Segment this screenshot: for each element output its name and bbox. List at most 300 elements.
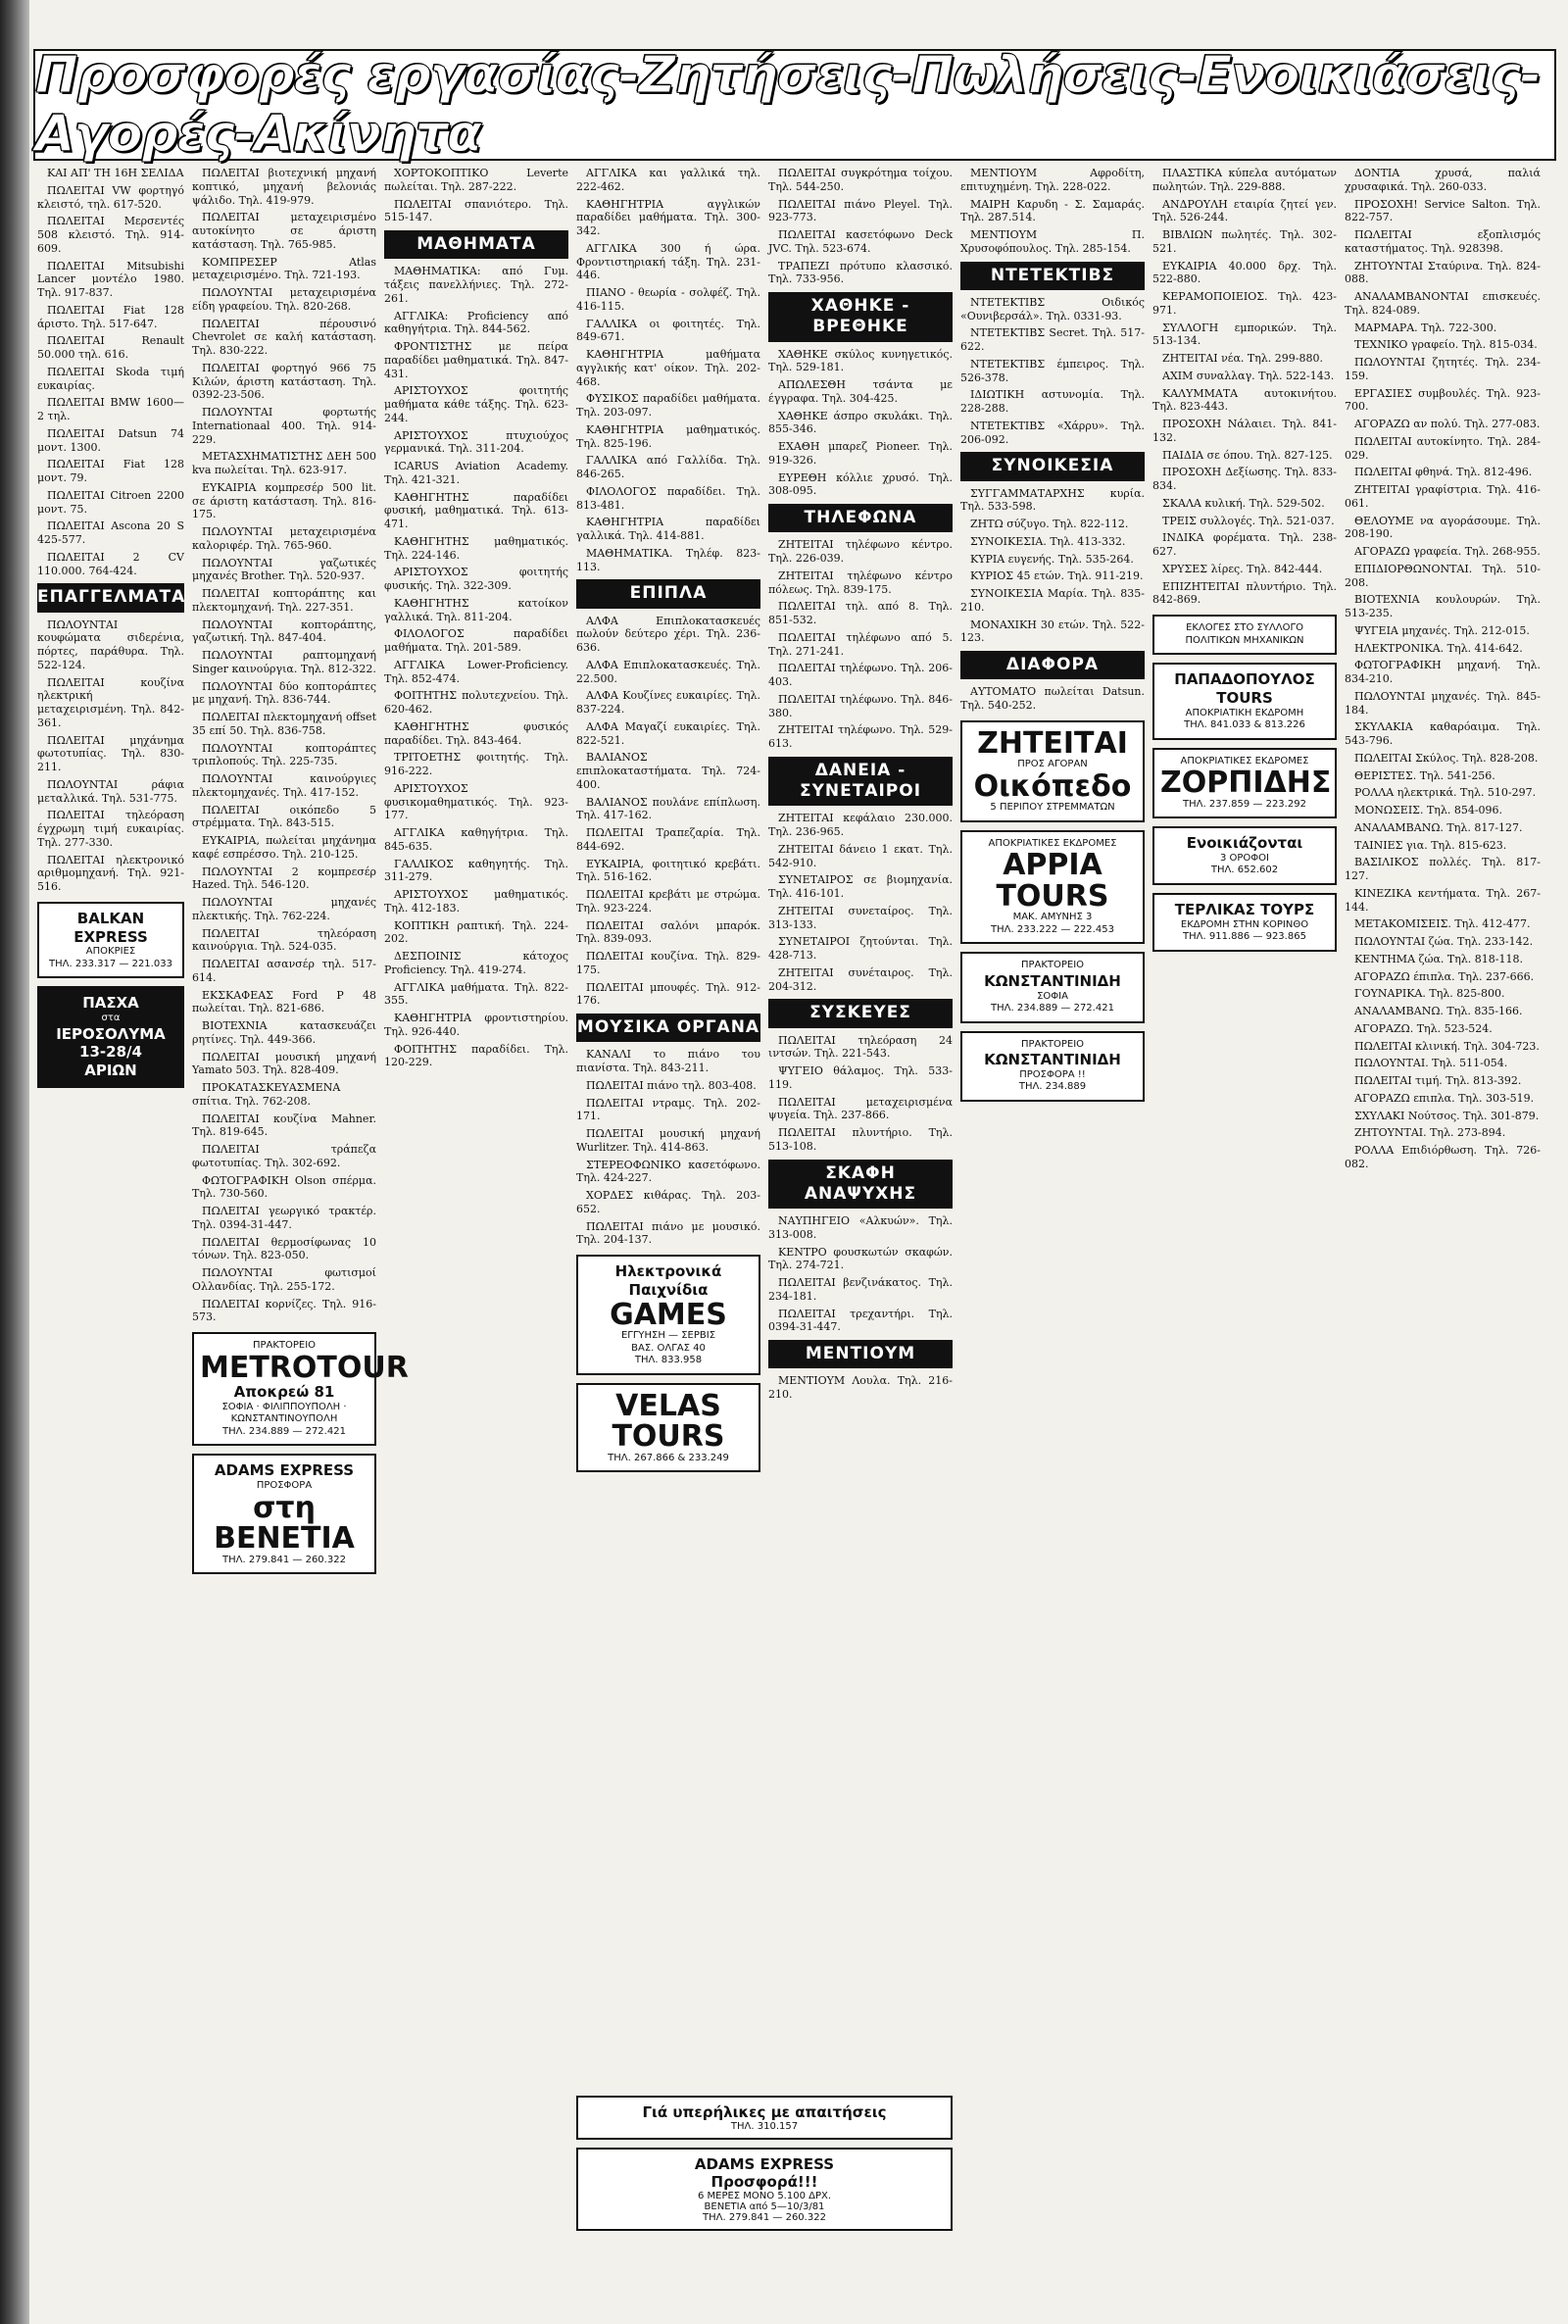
classified-ad: ΠΩΛΕΙΤΑΙ τηλεόραση έγχρωμη τιμή ευκαιρίας. Τηλ. 277-330. — [37, 809, 184, 849]
classified-ad: ΓΑΛΛΙΚΑ οι φοιτητές. Τηλ. 849-671. — [576, 317, 760, 344]
classified-ad: ΠΩΛΕΙΤΑΙ κουζίνα. Τηλ. 829-175. — [576, 950, 760, 976]
classified-ad: ΧΑΘΗΚΕ άσπρο σκυλάκι. Τηλ. 855-346. — [768, 409, 953, 436]
classified-ad: ΚΑΘΗΓΗΤΗΣ κατοίκον γαλλικά. Τηλ. 811-204. — [384, 596, 568, 623]
zorpidis-name: ΖΟΡΠΙΔΗΣ — [1160, 766, 1332, 800]
konst2-offer: ΠΡΟΣΦΟΡΑ !! — [1019, 1068, 1086, 1080]
classified-ad: ΠΩΛΟΥΝΤΑΙ φωτισμοί Ολλανδίας. Τηλ. 255-172. — [192, 1266, 376, 1293]
papadopoulos-sub: ΑΠΟΚΡΙΑΤΙΚΗ ΕΚΔΡΟΜΗ — [1185, 707, 1304, 718]
classified-ad: ΣΚΑΛΑ κυλική. Τηλ. 529-502. — [1162, 496, 1325, 510]
ad-adams-express-2 — [576, 2148, 953, 2231]
classified-ad: ΠΩΛΕΙΤΑΙ VW φορτηγό κλειστό, τηλ. 617-520. — [37, 183, 184, 211]
classified-ad: ΓΟΥΝΑΡΙΚΑ. Τηλ. 825-800. — [1354, 987, 1505, 1001]
ad-list-lost — [768, 348, 953, 499]
classified-ad: ΕΥΚΑΙΡΙΑ, φοιτητικό κρεβάτι. Τηλ. 516-162. — [576, 857, 760, 884]
adams1-name: ADAMS EXPRESS — [214, 1461, 355, 1480]
classified-ad: ΠΩΛΕΙΤΑΙ Renault 50.000 τηλ. 616. — [37, 334, 184, 361]
classified-ad: ΝΤΕΤΕΚΤΙΒΣ «Χάρρυ». Τηλ. 206-092. — [960, 419, 1145, 446]
ad-list-phones — [768, 538, 953, 751]
classified-ad: ΠΩΛΕΙΤΑΙ πλεκτομηχανή offset 35 επί 50. Τηλ. 836-758. — [192, 711, 376, 737]
classified-ad: ΠΩΛΕΙΤΑΙ ντραμς. Τηλ. 202-171. — [576, 1096, 760, 1123]
classified-ad: ΣΚΥΛΑΚΙΑ καθαρόαιμα. Τηλ. 543-796. — [1345, 720, 1541, 747]
classified-ad: ΕΠΙΔΙΟΡΘΩΝΟΝΤΑΙ. Τηλ. 510-208. — [1345, 562, 1541, 589]
classified-ad: ΚΑΘΗΓΗΤΡΙΑ μαθήματα αγγλικής κατ' οίκον. Τηλ. 202-468. — [576, 348, 760, 388]
classified-ad: ΠΩΛΕΙΤΑΙ βενζινάκατος. Τηλ. 234-181. — [768, 1276, 953, 1303]
ekloges-title: ΕΚΛΟΓΕΣ ΣΤΟ ΣΥΛΛΟΓΟ ΠΟΛΙΤΙΚΩΝ ΜΗΧΑΝΙΚΩΝ — [1185, 622, 1304, 646]
classified-ad: ΚΕΝΤΗΜΑ ζώα. Τηλ. 818-118. — [1354, 952, 1523, 965]
classified-ad: ΠΩΛΕΙΤΑΙ πέρουσινό Chevrolet σε καλή κατάσταση. Τηλ. 830-222. — [192, 317, 376, 357]
classified-ad: ΠΩΛΟΥΝΤΑΙ μηχανές πλεκτικής. Τηλ. 762-224. — [192, 896, 376, 922]
classified-ad: ΗΛΕΚΤΡΟΝΙΚΑ. Τηλ. 414-642. — [1354, 641, 1523, 655]
games-l3: GAMES — [610, 1297, 727, 1332]
classified-ad: ΨΥΓΕΙΟ θάλαμος. Τηλ. 533-119. — [768, 1064, 953, 1091]
appia-label: ΑΠΟΚΡΙΑΤΙΚΕΣ ΕΚΔΡΟΜΕΣ — [988, 837, 1117, 849]
classified-ad: ΠΩΛΟΥΝΤΑΙ καινούργιες πλεκτομηχανές. Τηλ. 417-152. — [192, 772, 376, 799]
ad-list-machines — [192, 167, 376, 1324]
classified-ad: ΑΡΙΣΤΟΥΧΟΣ φοιτητής φυσικής. Τηλ. 322-309. — [384, 566, 568, 592]
classified-ad: ΖΗΤΟΥΝΤΑΙ. Τηλ. 273-894. — [1354, 1126, 1506, 1140]
classified-ad: ΠΡΟΣΟΧΗ Δεξίωσης. Τηλ. 833-834. — [1152, 466, 1337, 492]
balkan-tel: ΤΗΛ. 233.317 — 221.033 — [49, 958, 172, 969]
classified-ad: ΣΥΛΛΟΓΗ εμπορικών. Τηλ. 513-134. — [1152, 321, 1337, 348]
classified-ad: ΠΩΛΕΙΤΑΙ Σκύλος. Τηλ. 828-208. — [1354, 751, 1539, 765]
section-syskeves: ΣΥΣΚΕΥΕΣ — [768, 999, 953, 1027]
classified-ad: ΠΩΛΟΥΝΤΑΙ μηχανές. Τηλ. 845-184. — [1345, 689, 1541, 717]
classified-ad: ΑΛΦΑ Μαγαζί ευκαιρίες. Τηλ. 822-521. — [576, 719, 760, 747]
classified-ad: ΑΓΓΛΙΚΑ και γαλλικά τηλ. 222-462. — [576, 167, 760, 193]
pasxa-dates: 13-28/4 — [79, 1043, 142, 1062]
section-diafora: ΔΙΑΦΟΡΑ — [960, 651, 1145, 679]
column-4 — [768, 167, 953, 2313]
binding-gutter — [0, 0, 29, 2324]
classified-ad: ΠΩΛΕΙΤΑΙ Μερσεντές 508 κλειστό. Τηλ. 914-609. — [37, 215, 184, 255]
classified-ad: ΠΩΛΕΙΤΑΙ αυτοκίνητο. Τηλ. 284-029. — [1345, 434, 1541, 462]
classified-ad: ΑΛΦΑ Επιπλοκατασκευές. Τηλ. 22.500. — [576, 658, 760, 685]
classified-ad: ΑΓΓΛΙΚΑ Lower-Proficiency. Τηλ. 852-474. — [384, 658, 568, 685]
classified-ad: ΠΩΛΕΙΤΑΙ Fiat 128 μοντ. 79. — [37, 458, 184, 484]
classified-ad: ΜΕΤΑΣΧΗΜΑΤΙΣΤΗΣ ΔΕΗ 500 kva πωλείται. Τηλ. 623-917. — [192, 450, 376, 476]
appia-tel: ΤΗΛ. 233.222 — 222.453 — [991, 923, 1114, 935]
classified-ad: ΠΛΑΣΤΙΚΑ κύπελα αυτόματων πωλητών. Τηλ. 229-888. — [1152, 167, 1337, 193]
classified-ad: ΦΩΤΟΓΡΑΦΙΚΗ μηχανή. Τηλ. 834-210. — [1345, 659, 1541, 685]
appia-name: APPIA TOURS — [996, 848, 1109, 914]
classified-ad: ΣΤΕΡΕΟΦΩΝΙΚΟ κασετόφωνο. Τηλ. 424-227. — [576, 1158, 760, 1185]
classified-ad: ΑΡΙΣΤΟΥΧΟΣ φοιτητής μαθήματα κάθε τάξης. Τηλ. 623-244. — [384, 384, 568, 424]
classified-ad: ΠΩΛΕΙΤΑΙ σπανιότερο. Τηλ. 515-147. — [384, 197, 568, 224]
classified-ad: ΠΩΛΕΙΤΑΙ κρεβάτι με στρώμα. Τηλ. 923-224. — [576, 888, 760, 915]
ad-list-medium — [768, 1374, 953, 1402]
classified-ad: ΠΩΛΕΙΤΑΙ πιάνο τηλ. 803-408. — [586, 1078, 757, 1092]
classified-ad: ΚΑΘΗΓΗΤΗΣ φυσικός παραδίδει. Τηλ. 843-464. — [384, 719, 568, 747]
classified-ad: ΕΧΑΘΗ μπαρεζ Pioneer. Τηλ. 919-326. — [768, 440, 953, 467]
metrotour-label: ΠΡΑΚΤΟΡΕΙΟ — [252, 1340, 317, 1351]
ad-metrotour — [192, 1332, 409, 1446]
classified-ad: ΕΚΣΚΑΦΕΑΣ Ford P 48 πωλείται. Τηλ. 821-686. — [192, 988, 376, 1015]
classified-ad: ΕΡΓΑΣΙΕΣ συμβουλές. Τηλ. 923-700. — [1345, 386, 1541, 414]
classified-ad: ΒΑΣΙΛΙΚΟΣ πολλές. Τηλ. 817-127. — [1345, 856, 1541, 882]
classified-ad: ΝΤΕΤΕΚΤΙΒΣ Secret. Τηλ. 517-622. — [960, 326, 1145, 353]
ad-list-c6 — [1152, 167, 1337, 607]
ad-list-music — [576, 1048, 760, 1247]
classified-ad: ΠΩΛΕΙΤΑΙ BMW 1600—2 τηλ. — [37, 396, 184, 422]
classified-ad: ΠΑΙΔΙΑ σε όπου. Τηλ. 827-125. — [1162, 448, 1333, 462]
classified-ad: ΠΩΛΕΙΤΑΙ γεωργικό τρακτέρ. Τηλ. 0394-31-447. — [192, 1205, 376, 1231]
terlikas-sub: ΕΚΔΡΟΜΗ ΣΤΗΝ ΚΟΡΙΝΘΟ — [1180, 918, 1309, 930]
classified-ad: ΚΙΝΕΖΙΚΑ κεντήματα. Τηλ. 267-144. — [1345, 886, 1541, 914]
classified-ad: ΜΕΝΤΙΟΥΜ Αφροδίτη, επιτυχημένη. Τηλ. 228-022. — [960, 167, 1145, 193]
adams2-tel: ΤΗΛ. 279.841 — 260.322 — [703, 2212, 826, 2223]
classified-ad: ΤΡΕΙΣ συλλογές. Τηλ. 521-037. — [1162, 514, 1335, 527]
oikopedo-l1: ΖΗΤΕΙΤΑΙ — [977, 725, 1128, 761]
terlikas-tel: ΤΗΛ. 911.886 — 923.865 — [1183, 931, 1306, 942]
classified-ad: ΠΩΛΕΙΤΑΙ κοπτοράπτης και πλεκτομηχανή. Τηλ. 227-351. — [192, 587, 376, 614]
ad-konstantinidi — [960, 952, 1145, 1022]
classified-ad: ΠΩΛΕΙΤΑΙ μηχάνημα φωτοτυπίας. Τηλ. 830-211. — [37, 733, 184, 773]
column-5 — [960, 167, 1145, 2313]
classified-ad: ΠΙΑΝΟ - θεωρία - σολφέζ. Τηλ. 416-115. — [576, 286, 760, 313]
classified-ad: ΖΗΤΟΥΝΤΑΙ Σταύρινα. Τηλ. 824-088. — [1345, 259, 1541, 286]
classified-ad: ΦΙΛΟΛΟΓΟΣ παραδίδει μαθήματα. Τηλ. 201-589. — [384, 627, 568, 654]
games-l2: Παιχνίδια — [628, 1280, 709, 1299]
classified-ad: ΜΕΝΤΙΟΥΜ Π. Χρυσοφόπουλος. Τηλ. 285-154. — [960, 228, 1145, 255]
classified-ad: ΠΩΛΕΙΤΑΙ Τραπεζαρία. Τηλ. 844-692. — [576, 826, 760, 853]
classified-ad: ΠΩΛΟΥΝΤΑΙ γαζωτικές μηχανές Brother. Τηλ. 520-937. — [192, 556, 376, 583]
adams2-dest: ΒΕΝΕΤΙΑ από 5—10/3/81 — [704, 2201, 825, 2212]
ad-list-c4 — [768, 167, 953, 286]
ad-enoikiazontai — [1152, 826, 1337, 885]
classified-ad: ΧΟΡΔΕΣ κιθάρας. Τηλ. 203-652. — [576, 1189, 760, 1215]
ad-list-misc — [37, 618, 184, 894]
classified-ad: ΖΗΤΕΙΤΑΙ τηλέφωνο κέντρο. Τηλ. 226-039. — [768, 538, 953, 565]
pasxa-l1: ΠΑΣΧΑ — [82, 994, 139, 1013]
column-3 — [576, 167, 760, 2313]
classified-ad: ΜΟΝΑΧΙΚΗ 30 ετών. Τηλ. 522-123. — [960, 618, 1145, 645]
adams2-name: ADAMS EXPRESS — [694, 2155, 835, 2173]
classified-ad: ΠΩΛΕΙΤΑΙ κουζίνα ηλεκτρική μεταχειρισμένη. Τηλ. 842-361. — [37, 675, 184, 729]
section-epipla: ΕΠΙΠΛΑ — [576, 579, 760, 608]
classified-ad: ΣΥΝΟΙΚΕΣΙΑ Μαρία. Τηλ. 835-210. — [960, 587, 1145, 614]
classified-ad: ΠΩΛΟΥΝΤΑΙ ζώα. Τηλ. 233-142. — [1354, 935, 1534, 948]
ad-list-marriage — [960, 487, 1145, 646]
classified-ad: ΤΡΙΤΟΕΤΗΣ φοιτητής. Τηλ. 916-222. — [384, 751, 568, 777]
ad-list-appliances — [768, 1034, 953, 1154]
ad-list-c5 — [960, 167, 1145, 256]
classified-ad: ΑΝΑΛΑΜΒΑΝΩ. Τηλ. 817-127. — [1354, 820, 1523, 834]
ad-ekloges — [1152, 615, 1337, 655]
classified-ad: ΑΝΔΡΟΥΛΗ εταιρία ζητεί γεν. Τηλ. 526-244. — [1152, 197, 1337, 224]
ad-list-boats — [768, 1214, 953, 1334]
classified-ad: ΠΩΛΕΙΤΑΙ Mitsubishi Lancer μοντέλο 1980. Τηλ. 917-837. — [37, 259, 184, 299]
konst-name: ΚΩΝΣΤΑΝΤΙΝΙΔΗ — [984, 971, 1121, 990]
classified-ad: ΤΑΙΝΙΕΣ για. Τηλ. 815-623. — [1354, 838, 1507, 852]
banner-title: Προσφορές εργασίας-Ζητήσεις-Πωλήσεις-Ενοικιάσεις-Αγορές-Ακίνητα — [35, 46, 1541, 164]
classified-ad: ΠΡΟΣΟΧΗ Νάλαιει. Τηλ. 841-132. — [1152, 418, 1337, 444]
section-synoikesia: ΣΥΝΟΙΚΕΣΙΑ — [960, 452, 1145, 480]
classified-ad: ΑΓΟΡΑΖΩ γραφεία. Τηλ. 268-955. — [1354, 545, 1541, 558]
classified-ad: ΠΩΛΟΥΝΤΑΙ μεταχειρισμένα καλοριφέρ. Τηλ. 765-960. — [192, 525, 376, 552]
classified-ad: ΒΙΒΛΙΩΝ πωλητές. Τηλ. 302-521. — [1152, 228, 1337, 255]
classified-ad: ΚΕΝΤΡΟ φουσκωτών σκαφών. Τηλ. 274-721. — [768, 1245, 953, 1272]
section-mention: ΜΕΝΤΙΟΥΜ — [768, 1340, 953, 1368]
column-0 — [37, 167, 184, 2313]
classified-ad: ΠΩΛΕΙΤΑΙ πλυντήριο. Τηλ. 513-108. — [768, 1126, 953, 1153]
classified-ad: ΦΙΛΟΛΟΓΟΣ παραδίδει. Τηλ. 813-481. — [576, 484, 760, 512]
classified-ad: ΠΩΛΟΥΝΤΑΙ μεταχειρισμένα είδη γραφείου. Τηλ. 820-268. — [192, 286, 376, 313]
ad-zorpidis — [1152, 748, 1337, 819]
classified-ad: ΦΡΟΝΤΙΣΤΗΣ με πείρα παραδίδει μαθηματικά. Τηλ. 847-431. — [384, 340, 568, 380]
classified-ad: ΠΩΛΕΙΤΑΙ κορνίζες. Τηλ. 916-573. — [192, 1297, 376, 1324]
metrotour-name: METROTOUR — [200, 1350, 409, 1385]
yperilikes-tel: ΤΗΛ. 310.157 — [730, 2121, 799, 2132]
classified-ad: ΠΩΛΕΙΤΑΙ μουσική μηχανή Wurlitzer. Τηλ. 414-863. — [576, 1127, 760, 1154]
oikopedo-l2: ΠΡΟΣ ΑΓΟΡΑΝ — [1017, 759, 1088, 770]
games-addr: ΒΑΣ. ΟΛΓΑΣ 40 — [631, 1342, 706, 1354]
pasxa-org: ΑΡΙΩΝ — [84, 1062, 137, 1079]
classified-ad: ΕΠΙΖΗΤΕΙΤΑΙ πλυντήριο. Τηλ. 842-869. — [1152, 579, 1337, 607]
zorpidis-label: ΑΠΟΚΡΙΑΤΙΚΕΣ ΕΚΔΡΟΜΕΣ — [1180, 755, 1309, 766]
classified-ad: ΠΩΛΟΥΝΤΑΙ δύο κοπτοράπτες με μηχανή. Τηλ. 836-744. — [192, 679, 376, 707]
ad-list-c7 — [1345, 167, 1541, 1171]
classified-ad: ΚΟΜΠΡΕΣΕΡ Atlas μεταχειρισμένο. Τηλ. 721-193. — [192, 255, 376, 282]
section-mathimata: ΜΑΘΗΜΑΤΑ — [384, 230, 568, 259]
classified-ad: ΚΟΠΤΙΚΗ ραπτική. Τηλ. 224-202. — [384, 918, 568, 946]
section-xathike: ΧΑΘΗΚΕ - ΒΡΕΘΗΚΕ — [768, 292, 953, 342]
classified-ad: ΣΥΝΕΤΑΙΡΟΣ σε βιομηχανία. Τηλ. 416-101. — [768, 873, 953, 900]
section-epaggelmata: ΕΠΑΓΓΕΛΜΑΤΑ — [37, 583, 184, 612]
classified-ad: ΓΑΛΛΙΚΟΣ καθηγητής. Τηλ. 311-279. — [384, 857, 568, 884]
classified-ad: ΠΩΛΟΥΝΤΑΙ ραπτομηχανή Singer καινούργια. Τηλ. 812-322. — [192, 649, 376, 675]
column-1 — [192, 167, 409, 2313]
terlikas-name: ΤΕΡΛΙΚΑΣ ΤΟΥΡΣ — [1174, 900, 1315, 918]
classified-ad: ΑΓΓΛΙΚΑ καθηγήτρια. Τηλ. 845-635. — [384, 826, 568, 853]
classified-ad: ΕΥΡΕΘΗ κόλλιε χρυσό. Τηλ. 308-095. — [768, 470, 953, 498]
konst2-tel: ΤΗΛ. 234.889 — [1018, 1081, 1087, 1093]
classified-ad: ΧΟΡΤΟΚΟΠΤΙΚΟ Leverte πωλείται. Τηλ. 287-222. — [384, 167, 568, 193]
games-l1: Ηλεκτρονικά — [614, 1262, 722, 1280]
classified-ad: ΜΕΤΑΚΟΜΙΣΕΙΣ. Τηλ. 412-477. — [1354, 917, 1531, 931]
section-daneia: ΔΑΝΕΙΑ - ΣΥΝΕΤΑΙΡΟΙ — [768, 757, 953, 807]
adams1-tel: ΤΗΛ. 279.841 — 260.322 — [222, 1554, 346, 1565]
classified-ad: ΠΩΛΕΙΤΑΙ Ascona 20 S 425-577. — [37, 519, 184, 546]
bottom-ads — [576, 2088, 953, 2239]
classified-ad: ΚΑΘΗΓΗΤΡΙΑ φροντιστηρίου. Τηλ. 926-440. — [384, 1012, 568, 1038]
konst-label: ΠΡΑΚΤΟΡΕΙΟ — [1020, 960, 1085, 971]
classified-ad: ΖΗΤΕΙΤΑΙ τηλέφωνο κέντρο πόλεως. Τηλ. 839-175. — [768, 569, 953, 596]
papadopoulos-name: ΠΑΠΑΔΟΠΟΥΛΟΣ TOURS — [1174, 670, 1315, 707]
classified-ad: ΣΥΝΕΤΑΙΡΟΙ ζητούνται. Τηλ. 428-713. — [768, 935, 953, 962]
section-mousika: ΜΟΥΣΙΚΑ ΟΡΓΑΝΑ — [576, 1014, 760, 1042]
classified-ad: ΓΑΛΛΙΚΑ από Γαλλίδα. Τηλ. 846-265. — [576, 454, 760, 480]
classified-ad: ΣΥΝΟΙΚΕΣΙΑ. Τηλ. 413-332. — [970, 534, 1126, 548]
classified-ad: ΑΡΙΣΤΟΥΧΟΣ φυσικομαθηματικός. Τηλ. 923-177. — [384, 781, 568, 822]
classified-ad: ΚΑΛΥΜΜΑΤΑ αυτοκινήτου. Τηλ. 823-443. — [1152, 386, 1337, 414]
classified-ad: ΠΩΛΕΙΤΑΙ τηλεόραση καινούργια. Τηλ. 524-035. — [192, 926, 376, 954]
classified-ad: ΑΓΟΡΑΖΩ αν πολύ. Τηλ. 277-083. — [1354, 418, 1541, 430]
classified-ad: ΡΟΛΛΑ Επιδιόρθωση. Τηλ. 726-082. — [1345, 1144, 1541, 1170]
appia-addr: ΜΑΚ. ΑΜΥΝΗΣ 3 — [1012, 912, 1093, 923]
oikopedo-l3: Οικόπεδο — [973, 768, 1132, 804]
velas-name: VELAS TOURS — [612, 1388, 725, 1454]
classified-ad: ΜΑΡΜΑΡΑ. Τηλ. 722-300. — [1354, 321, 1497, 334]
classified-ad: ΖΗΤΕΙΤΑΙ κεφάλαιο 230.000. Τηλ. 236-965. — [768, 812, 953, 838]
classified-ad: ΑΥΤΟΜΑΤΟ πωλείται Datsun. Τηλ. 540-252. — [960, 685, 1145, 712]
classified-ad: ΠΩΛΕΙΤΑΙ φορτηγό 966 75 Κιλών, άριστη κατάσταση. Τηλ. 0392-23-506. — [192, 361, 376, 402]
games-sub: ΕΓΓΥΗΣΗ — ΣΕΡΒΙΣ — [620, 1330, 716, 1341]
classified-ad: ΖΗΤΕΙΤΑΙ γραφίστρια. Τηλ. 416-061. — [1345, 483, 1541, 510]
oikopedo-l4: 5 ΠΕΡΙΠΟΥ ΣΤΡΕΜΜΑΤΩΝ — [990, 802, 1115, 814]
classified-ad: ΠΩΛΕΙΤΑΙ θερμοσίφωνας 10 τόνων. Τηλ. 823-050. — [192, 1235, 376, 1262]
classified-ad: ΠΩΛΟΥΝΤΑΙ. Τηλ. 511-054. — [1354, 1057, 1508, 1070]
classified-ad: ΜΑΘΗΜΑΤΙΚΑ. Τηλέφ. 823-113. — [576, 546, 760, 573]
ad-yperilikes — [576, 2096, 953, 2140]
classified-ad: ΝΑΥΠΗΓΕΙΟ «Αλκυών». Τηλ. 313-008. — [768, 1214, 953, 1241]
classified-ad: ΙΝΔΙΚΑ φορέματα. Τηλ. 238-627. — [1152, 531, 1337, 558]
adams1-sub: ΠΡΟΣΦΟΡΑ — [256, 1480, 313, 1491]
ad-balkan-express — [37, 902, 184, 979]
konst-sub: ΣΟΦΙΑ — [1037, 990, 1068, 1002]
classified-ad: ΚΑΙ ΑΠ' ΤΗ 16Η ΣΕΛΙΔΑ — [47, 167, 184, 179]
classified-ad: ICARUS Aviation Academy. Τηλ. 421-321. — [384, 460, 568, 486]
adams1-dest: στη ΒΕΝΕΤΙΑ — [214, 1490, 355, 1556]
adams2-offer: Προσφορά!!! — [710, 2173, 818, 2191]
classified-ad: ΚΑΘΗΓΗΤΗΣ παραδίδει φυσική, μαθηματικά. Τηλ. 613-471. — [384, 490, 568, 530]
classified-ad: ΠΩΛΟΥΝΤΑΙ φορτωτής Internationaal 400. Τηλ. 914-229. — [192, 406, 376, 446]
classified-ad: ΠΩΛΕΙΤΑΙ τηλεόραση 24 ιντσών. Τηλ. 221-543. — [768, 1033, 953, 1061]
classified-ad: ΡΟΛΛΑ ηλεκτρικά. Τηλ. 510-297. — [1354, 786, 1537, 800]
classified-ad: ΑΓΟΡΑΖΩ έπιπλα. Τηλ. 237-666. — [1354, 969, 1535, 983]
classified-ad: ΠΩΛΕΙΤΑΙ τράπεζα φωτοτυπίας. Τηλ. 302-692. — [192, 1143, 376, 1169]
ad-list-lessons — [384, 265, 568, 1069]
ad-zitiitai-oikopedo — [960, 720, 1145, 822]
classified-ad: ΚΑΘΗΓΗΤΗΣ μαθηματικός. Τηλ. 224-146. — [384, 534, 568, 562]
classified-ad: ΑΝΑΛΑΜΒΑΝΟΝΤΑΙ επισκευές. Τηλ. 824-089. — [1345, 290, 1541, 317]
classified-ad: ΒΙΟΤΕΧΝΙΑ κουλουρών. Τηλ. 513-235. — [1345, 593, 1541, 619]
classified-ad: ΤΡΑΠΕΖΙ πρότυπο κλασσικό. Τηλ. 733-956. — [768, 259, 953, 286]
classified-ad: ΠΩΛΕΙΤΑΙ εξοπλισμός καταστήματος. Τηλ. 928398. — [1345, 228, 1541, 255]
zorpidis-tel: ΤΗΛ. 237.859 — 223.292 — [1183, 798, 1306, 810]
classified-ad: ΠΩΛΕΙΤΑΙ κλινική. Τηλ. 304-723. — [1354, 1039, 1540, 1053]
classified-ad: ΧΑΘΗΚΕ σκύλος κυνηγετικός. Τηλ. 529-181. — [768, 347, 953, 374]
classified-ad: ΘΕΡΙΣΤΕΣ. Τηλ. 541-256. — [1354, 768, 1495, 782]
classified-ad: ΠΩΛΕΙΤΑΙ Citroen 2200 μοντ. 75. — [37, 488, 184, 516]
classified-ad: ΚΑΘΗΓΗΤΡΙΑ αγγλικών παραδίδει μαθήματα. Τηλ. 300-342. — [576, 197, 760, 237]
classified-ad: ΠΩΛΟΥΝΤΑΙ 2 κομπρεσέρ Hazed. Τηλ. 546-120. — [192, 865, 376, 892]
classified-ad: ΠΩΛΕΙΤΑΙ Fiat 128 άριστο. Τηλ. 517-647. — [37, 303, 184, 330]
classified-ad: ΧΡΥΣΕΣ λίρες. Τηλ. 842-444. — [1162, 562, 1323, 575]
classified-ad: ΦΟΙΤΗΤΗΣ παραδίδει. Τηλ. 120-229. — [384, 1042, 568, 1069]
section-skafi: ΣΚΑΦΗ ΑΝΑΨΥΧΗΣ — [768, 1160, 953, 1210]
classified-ad: ΦΟΙΤΗΤΗΣ πολυτεχνείου. Τηλ. 620-462. — [384, 689, 568, 716]
pasxa-l2: στα — [101, 1013, 121, 1023]
metrotour-tel: ΤΗΛ. 234.889 — 272.421 — [222, 1425, 346, 1437]
classified-ad: ΠΩΛΕΙΤΑΙ συγκρότημα τοίχου. Τηλ. 544-250. — [768, 167, 953, 193]
classified-ad: ΠΩΛΕΙΤΑΙ ασανσέρ τηλ. 517-614. — [192, 958, 376, 984]
konst-tel: ΤΗΛ. 234.889 — 272.421 — [991, 1003, 1114, 1014]
enoik-l2: 3 ΟΡΟΦΟΙ — [1219, 852, 1269, 864]
classified-ad: ΚΥΡΙΑ ευγενής. Τηλ. 535-264. — [970, 552, 1134, 566]
classified-ad: ΠΩΛΕΙΤΑΙ κουζίνα Mahner. Τηλ. 819-645. — [192, 1112, 376, 1139]
classified-ad: ΣΧΥΛΑΚΙ Νούτσος. Τηλ. 301-879. — [1354, 1109, 1540, 1122]
classified-ad: ΙΔΙΩΤΙΚΗ αστυνομία. Τηλ. 228-288. — [960, 388, 1145, 415]
classified-ad: ΠΡΟΣΟΧΗ! Service Salton. Τηλ. 822-757. — [1345, 197, 1541, 224]
classified-ad: ΣΥΓΓΑΜΜΑΤΑΡΧΗΣ κυρία. Τηλ. 533-598. — [960, 486, 1145, 514]
classified-ad: ΑΓΓΛΙΚΑ μαθήματα. Τηλ. 822-355. — [384, 980, 568, 1008]
classified-ad: ΠΩΛΕΙΤΑΙ τηλέφωνο. Τηλ. 206-403. — [768, 662, 953, 688]
classified-ad: ΠΩΛΕΙΤΑΙ οικόπεδο 5 στρέμματα. Τηλ. 843-515. — [192, 803, 376, 830]
classified-ad: ΜΕΝΤΙΟΥΜ Λουλα. Τηλ. 216-210. — [768, 1374, 953, 1401]
ad-games — [576, 1255, 760, 1375]
classified-ad: ΑΓΓΛΙΚΑ 300 ή ώρα. Φροντιστηριακή τάξη. Τηλ. 231-446. — [576, 241, 760, 282]
classified-ad: ΠΡΟΚΑΤΑΣΚΕΥΑΣΜΕΝΑ σπίτια. Τηλ. 762-208. — [192, 1081, 341, 1108]
konst2-name: ΚΩΝΣΤΑΝΤΙΝΙΔΗ — [984, 1051, 1121, 1068]
balkan-name: BALKAN EXPRESS — [74, 909, 148, 946]
ad-list-loans — [768, 812, 953, 993]
classified-ad: ΠΩΛΕΙΤΑΙ μουσική μηχανή Yamato 503. Τηλ. 828-409. — [192, 1050, 376, 1077]
ad-velas-tours — [576, 1383, 760, 1473]
classified-ad: ΜΑΘΗΜΑΤΙΚΑ: από Γυμ. τάξεις πανελλήνιες. Τηλ. 272-261. — [384, 265, 568, 305]
classified-ad: ΒΑΛΙΑΝΟΣ πουλάνε επίπλωση. Τηλ. 417-162. — [576, 795, 760, 822]
classified-ad: ΔΕΣΠΟΙΝΙΣ κάτοχος Proficiency. Τηλ. 419-274. — [384, 950, 568, 976]
classified-ad: ΠΩΛΕΙΤΑΙ πιάνο με μουσικό. Τηλ. 204-137. — [576, 1219, 760, 1247]
classified-ad: ΠΩΛΕΙΤΑΙ φθηνά. Τηλ. 812-496. — [1354, 466, 1533, 479]
ad-list-detectives — [960, 296, 1145, 447]
ad-adams-express-1 — [192, 1454, 376, 1574]
ad-list-furniture — [576, 615, 760, 1009]
classified-ad: ΠΩΛΕΙΤΑΙ τρεχαντήρι. Τηλ. 0394-31-447. — [768, 1307, 953, 1334]
papadopoulos-tel: ΤΗΛ. 841.033 & 813.226 — [1184, 719, 1305, 730]
metrotour-line: ΣΟΦΙΑ · ΦΙΛΙΠΠΟΥΠΟΛΗ · ΚΩΝΣΤΑΝΤΙΝΟΥΠΟΛΗ — [221, 1401, 347, 1425]
classified-ad: ΑΝΑΛΑΜΒΑΝΩ. Τηλ. 835-166. — [1354, 1005, 1523, 1017]
classified-ad: ΖΗΤΕΙΤΑΙ νέα. Τηλ. 299-880. — [1162, 352, 1323, 365]
yperilikes-text: Γιά υπερήλικες με απαιτήσεις — [642, 2103, 887, 2121]
adams2-days: 6 ΜΕΡΕΣ ΜΟΝΟ 5.100 ΔΡΧ. — [697, 2191, 832, 2201]
enoik-l1: Ενοικιάζονται — [1186, 834, 1303, 852]
classified-ad: ΑΛΦΑ Επιπλοκατασκευές πωλούν δεύτερο χέρι. Τηλ. 236-636. — [576, 614, 760, 654]
metrotour-addr: Αποκρεώ 81 — [233, 1383, 335, 1401]
classified-ad: ΠΩΛΟΥΝΤΑΙ κοπτοράπτες τριπλοπούς. Τηλ. 225-735. — [192, 741, 376, 768]
classified-ad: ΠΩΛΕΙΤΑΙ μεταχειρισμένα ψυγεία. Τηλ. 237-866. — [768, 1095, 953, 1122]
ad-appia-tours — [960, 830, 1145, 945]
classified-ad: ΠΩΛΕΙΤΑΙ τηλέφωνο. Τηλ. 846-380. — [768, 692, 953, 719]
column-6 — [1152, 167, 1337, 2313]
classified-ad: ΦΩΤΟΓΡΑΦΙΚΗ Olson σπέρμα. Τηλ. 730-560. — [192, 1173, 376, 1201]
classified-ad: ΖΗΤΩ σύζυγο. Τηλ. 822-112. — [970, 518, 1129, 530]
classified-ad: ΠΩΛΕΙΤΑΙ πιάνο Pleyel. Τηλ. 923-773. — [768, 197, 953, 224]
ad-pasxa-ierosolyma — [37, 986, 184, 1088]
classified-ad: ΠΩΛΕΙΤΑΙ κασετόφωνο Deck JVC. Τηλ. 523-674. — [768, 228, 953, 255]
classified-ad: ΚΕΡΑΜΟΠΟΙΕΙΟΣ. Τηλ. 423-971. — [1152, 290, 1337, 317]
classified-ad: ΑΠΩΛΕΣΘΗ τσάντα με έγγραφα. Τηλ. 304-425. — [768, 378, 953, 405]
classified-ad: ΒΙΟΤΕΧΝΙΑ κατασκευάζει ρητίνες. Τηλ. 449-366. — [192, 1019, 376, 1046]
column-2 — [384, 167, 568, 2313]
column-7 — [1345, 167, 1541, 2313]
classified-ad: ΑΓΟΡΑΖΩ επιπλα. Τηλ. 303-519. — [1354, 1091, 1535, 1105]
classified-ad: ΠΩΛΕΙΤΑΙ τιμή. Τηλ. 813-392. — [1354, 1074, 1522, 1087]
classified-ad: ΤΕΧΝΙΚΟ γραφείο. Τηλ. 815-034. — [1354, 338, 1538, 352]
classified-ad: ΠΩΛΕΙΤΑΙ 2 CV 110.000. 764-424. — [37, 550, 184, 577]
classified-ad: ΠΩΛΕΙΤΑΙ μεταχειρισμένο αυτοκίνητο σε άριστη κατάσταση. Τηλ. 765-985. — [192, 211, 376, 251]
classified-ad: ΑΧΙΜ συναλλαγ. Τηλ. 522-143. — [1162, 369, 1335, 382]
classified-ad: ΖΗΤΕΙΤΑΙ συνεταίρος. Τηλ. 313-133. — [768, 904, 953, 931]
ad-list-lessons-2 — [576, 167, 760, 573]
classified-ad: ΠΩΛΟΥΝΤΑΙ κουφώματα σιδερένια, πόρτες, παράθυρα. Τηλ. 522-124. — [37, 618, 184, 671]
ad-terlikas — [1152, 893, 1337, 952]
classified-ad: ΚΑΘΗΓΗΤΡΙΑ μαθηματικός. Τηλ. 825-196. — [576, 422, 760, 450]
konst2-label: ΠΡΑΚΤΟΡΕΙΟ — [1020, 1038, 1085, 1050]
classified-ad: ΑΡΙΣΤΟΥΧΟΣ μαθηματικός. Τηλ. 412-183. — [384, 888, 568, 915]
classified-ad: ΠΩΛΟΥΝΤΑΙ ράφια μεταλλικά. Τηλ. 531-775. — [37, 777, 184, 805]
classified-ad: ΖΗΤΕΙΤΑΙ δάνειο 1 εκατ. Τηλ. 542-910. — [768, 842, 953, 869]
classified-ad: ΘΕΛΟΥΜΕ να αγοράσουμε. Τηλ. 208-190. — [1345, 514, 1541, 541]
